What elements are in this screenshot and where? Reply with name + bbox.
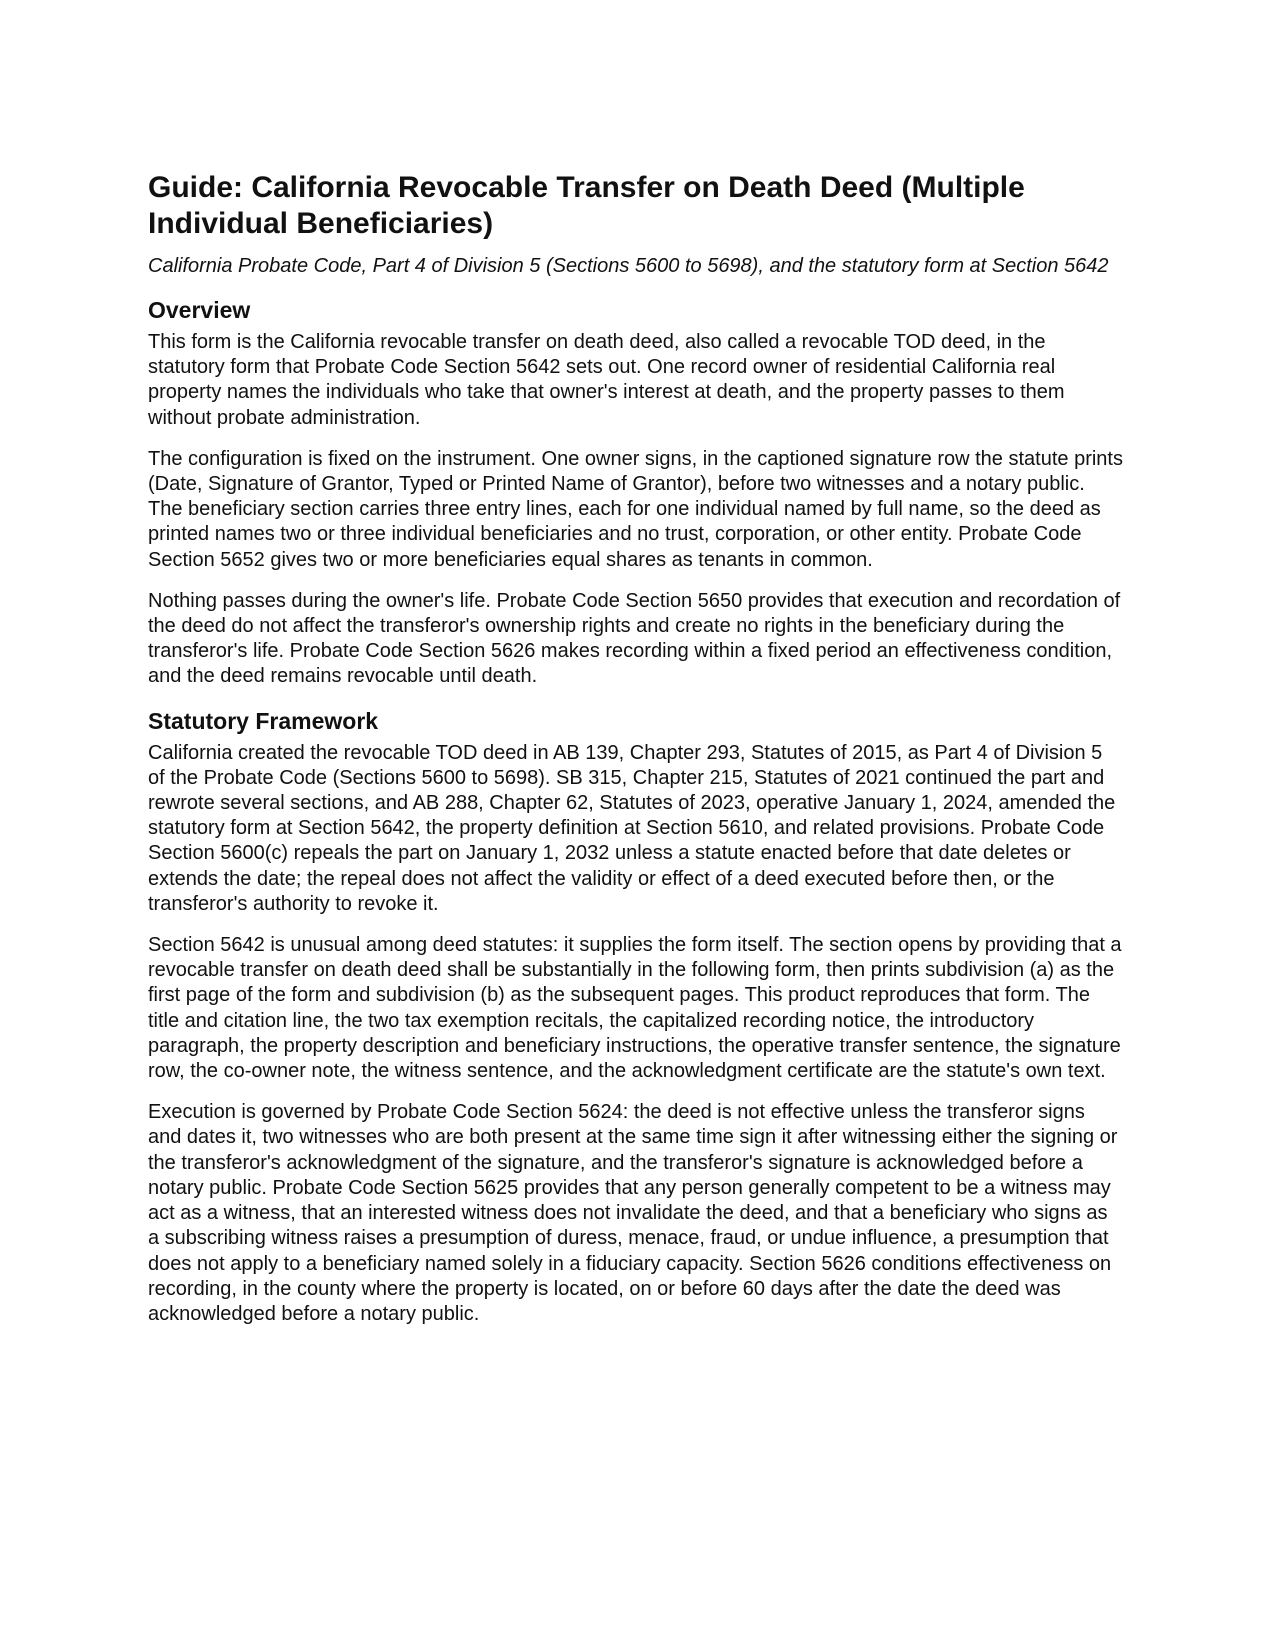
paragraph: Nothing passes during the owner's life. Probate Code Section 5650 provides that execution and recordation of the deed do not affect the transferor's ownership rights and create no rights in the beneficiary during the transferor's life. Probate Code Section 5626 makes recording within a fixed period an effectiveness condition, and the deed remains revocable until death. xyxy=(148,589,1121,688)
document-page xyxy=(148,170,1123,1327)
document-title: Guide: California Revocable Transfer on Death Deed (Multiple Individual Beneficiaries) xyxy=(148,171,1025,240)
paragraph: Section 5642 is unusual among deed statutes: it supplies the form itself. The section opens by providing that a revocable transfer on death deed shall be substantially in the following form, then prints subdivision (a) as the first page of the form and subdivision (b) as the subsequent pages. This product reproduces that form. The title and citation line, the two tax exemption recitals, the capitalized recording notice, the introductory paragraph, the property description and beneficiary instructions, the operative transfer sentence, the signature row, the co-owner note, the witness sentence, and the acknowledgment certificate are the statute's own text. xyxy=(148,934,1122,1083)
section-overview xyxy=(148,296,1123,690)
section-heading-statutory-framework: Statutory Framework xyxy=(148,707,379,734)
document-subtitle: California Probate Code, Part 4 of Division 5 (Sections 5600 to 5698), and the statutory form at Section 5642 xyxy=(148,255,1109,277)
section-statutory-framework xyxy=(148,707,1123,1327)
paragraph: Execution is governed by Probate Code Section 5624: the deed is not effective unless the transferor signs and dates it, two witnesses who are both present at the same time sign it after witnessing either the signing or the transferor's acknowledgment of the signature, and the transferor's signature is acknowledged before a notary public. Probate Code Section 5625 provides that any person generally competent to be a witness may act as a witness, that an interested witness does not invalidate the deed, and that a beneficiary who signs as a subscribing witness raises a presumption of duress, menace, fraud, or undue influence, a presumption that does not apply to a beneficiary named solely in a fiduciary capacity. Section 5626 conditions effectiveness on recording, in the county where the property is located, on or before 60 days after the date the deed was acknowledged before a notary public. xyxy=(148,1101,1118,1325)
paragraph: California created the revocable TOD deed in AB 139, Chapter 293, Statutes of 2015, as Part 4 of Division 5 of the Probate Code (Sections 5600 to 5698). SB 315, Chapter 215, Statutes of 2021 continued the part and rewrote several sections, and AB 288, Chapter 62, Statutes of 2023, operative January 1, 2024, amended the statutory form at Section 5642, the property definition at Section 5610, and related provisions. Probate Code Section 5600(c) repeals the part on January 1, 2032 unless a statute enacted before that date deletes or extends the date; the repeal does not affect the validity or effect of a deed executed before then, or the transferor's authority to revoke it. xyxy=(148,741,1116,915)
section-heading-overview: Overview xyxy=(148,297,251,323)
paragraph: This form is the California revocable transfer on death deed, also called a revocable TOD deed, in the statutory form that Probate Code Section 5642 sets out. One record owner of residential California real property names the individuals who take that owner's interest at death, and the property passes to them without probate administration. xyxy=(148,331,1065,429)
paragraph: The configuration is fixed on the instrument. One owner signs, in the captioned signature row the statute prints (Date, Signature of Grantor, Typed or Printed Name of Grantor), before two witnesses and a notary public. The beneficiary section carries three entry lines, each for one individual named by full name, so the deed as printed names two or three individual beneficiaries and no trust, corporation, or other entity. Probate Code Section 5652 gives two or more beneficiaries equal shares as tenants in common. xyxy=(148,447,1123,571)
